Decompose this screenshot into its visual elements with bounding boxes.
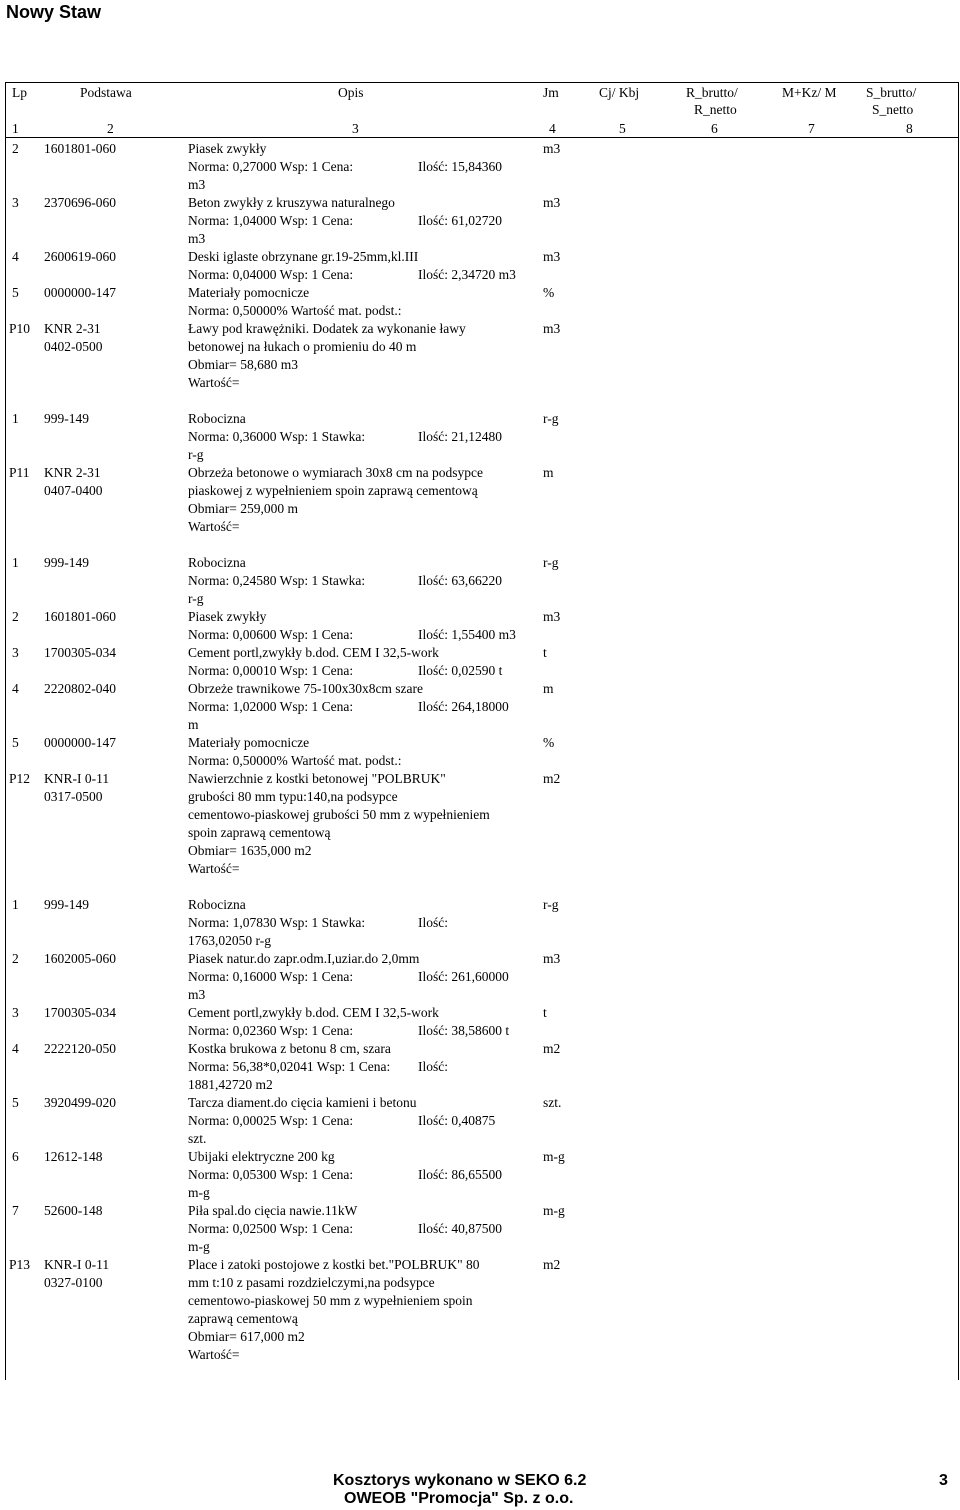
row-podstawa: KNR-I 0-11 [44,1257,110,1272]
row-description: Deski iglaste obrzynane gr.19-25mm,kl.III [188,249,419,264]
row-description: Piła spal.do cięcia nawie.11kW [188,1203,358,1218]
row-ilosc: Ilość: 86,65500 [418,1167,502,1182]
row-podstawa: 12612-148 [44,1149,103,1164]
row-ilosc: Ilość: 21,12480 [418,429,502,444]
row-lp: 1 [12,555,19,570]
header-r-netto: R_netto [694,102,737,117]
row-detail: r-g [188,591,204,606]
row-podstawa-line2: 0407-0400 [44,483,103,498]
row-description: Beton zwykły z kruszywa naturalnego [188,195,395,210]
row-lp: 6 [12,1149,19,1164]
row-jm: m-g [543,1149,565,1164]
row-podstawa: 999-149 [44,411,89,426]
row-detail: Norma: 0,04000 Wsp: 1 Cena: [188,267,354,282]
row-podstawa: 1602005-060 [44,951,116,966]
row-description: Piasek natur.do zapr.odm.I,uziar.do 2,0mm [188,951,420,966]
row-detail: Norma: 1,07830 Wsp: 1 Stawka: [188,915,366,930]
row-description: Obrzeża betonowe o wymiarach 30x8 cm na podsypce [188,465,484,480]
row-detail: r-g [188,447,204,462]
page-number: 3 [939,1472,948,1489]
row-lp: P12 [9,771,31,786]
row-ilosc: Ilość: 264,18000 [418,699,509,714]
row-jm: r-g [543,555,559,570]
row-detail: m-g [188,1239,210,1254]
row-detail: Norma: 0,05300 Wsp: 1 Cena: [188,1167,354,1182]
row-detail: Norma: 0,16000 Wsp: 1 Cena: [188,969,354,984]
row-detail: 1763,02050 r-g [188,933,271,948]
row-podstawa: 2600619-060 [44,249,116,264]
row-detail: grubości 80 mm typu:140,na podsypce [188,789,398,804]
row-detail: m3 [188,987,206,1002]
row-description: Nawierzchnie z kostki betonowej "POLBRUK" [188,771,446,786]
row-jm: m3 [543,249,561,264]
header-number: 7 [808,121,815,136]
row-description: Robocizna [188,897,246,912]
row-jm: m-g [543,1203,565,1218]
header-mkz-m: M+Kz/ M [782,85,837,100]
header-r-brutto: R_brutto/ [686,85,738,100]
row-lp: 1 [12,897,19,912]
row-detail: betonowej na łukach o promieniu do 40 m [188,339,417,354]
row-description: Ławy pod krawężniki. Dodatek za wykonanie ławy [188,321,466,336]
row-detail: Norma: 0,50000% Wartość mat. podst.: [188,753,402,768]
row-ilosc: Ilość: 0,40875 [418,1113,496,1128]
row-lp: P10 [9,321,31,336]
row-lp: 2 [12,609,19,624]
row-jm: m2 [543,1041,561,1056]
header-jm: Jm [543,85,559,100]
row-detail: cementowo-piaskowej 50 mm z wypełnieniem spoin [188,1293,473,1308]
header-number: 2 [107,121,114,136]
header-number: 3 [352,121,359,136]
row-ilosc: Ilość: 261,60000 [418,969,509,984]
row-ilosc: Ilość: 1,55400 m3 [418,627,516,642]
row-detail: Norma: 1,04000 Wsp: 1 Cena: [188,213,354,228]
row-jm: m3 [543,609,561,624]
row-detail: Obmiar= 259,000 m [188,501,298,516]
row-podstawa: 1601801-060 [44,609,116,624]
page-title: Nowy Staw [6,2,102,22]
row-detail: Wartość= [188,1347,240,1362]
row-jm: r-g [543,411,559,426]
row-detail: spoin zaprawą cementową [188,825,331,840]
row-description: Piasek zwykły [188,609,267,624]
row-detail: Obmiar= 617,000 m2 [188,1329,305,1344]
row-description: Materiały pomocnicze [188,285,310,300]
row-description: Robocizna [188,555,246,570]
row-podstawa: 2370696-060 [44,195,116,210]
row-jm: m3 [543,951,561,966]
row-ilosc: Ilość: 40,87500 [418,1221,502,1236]
row-podstawa: 1601801-060 [44,141,116,156]
row-jm: m3 [543,141,561,156]
row-podstawa: 2222120-050 [44,1041,116,1056]
header-opis: Opis [338,85,364,100]
row-lp: 7 [12,1203,19,1218]
row-podstawa: 3920499-020 [44,1095,116,1110]
row-jm: t [543,645,547,660]
row-lp: P11 [9,465,30,480]
header-number: 1 [12,121,19,136]
row-jm: szt. [543,1095,562,1110]
row-ilosc: Ilość: 38,58600 t [418,1023,510,1038]
row-detail: m3 [188,231,206,246]
row-ilosc: Ilość: 61,02720 [418,213,502,228]
row-lp: 3 [12,1005,19,1020]
row-podstawa: 999-149 [44,555,89,570]
header-number: 8 [906,121,913,136]
row-jm: m2 [543,771,561,786]
row-lp: 5 [12,1095,19,1110]
row-detail: zaprawą cementową [188,1311,298,1326]
row-detail: m [188,717,199,732]
row-detail: Norma: 0,36000 Wsp: 1 Stawka: [188,429,366,444]
header-podstawa: Podstawa [80,85,132,100]
row-ilosc: Ilość: [418,1059,448,1074]
row-detail: Wartość= [188,519,240,534]
header-bottom-rule [5,137,958,138]
row-podstawa: 2220802-040 [44,681,116,696]
row-detail: m-g [188,1185,210,1200]
row-podstawa: 0000000-147 [44,735,116,750]
row-detail: Obmiar= 58,680 m3 [188,357,298,372]
header-s-brutto: S_brutto/ [866,85,917,100]
row-podstawa: 0000000-147 [44,285,116,300]
row-detail: Norma: 0,02360 Wsp: 1 Cena: [188,1023,354,1038]
row-podstawa-line2: 0327-0100 [44,1275,103,1290]
row-description: Tarcza diament.do cięcia kamieni i betonu [188,1095,417,1110]
row-podstawa: 999-149 [44,897,89,912]
header-number: 6 [711,121,718,136]
row-podstawa: KNR 2-31 [44,465,101,480]
row-detail: Wartość= [188,861,240,876]
row-ilosc: Ilość: 63,66220 [418,573,502,588]
header-number: 5 [619,121,626,136]
row-ilosc: Ilość: [418,915,448,930]
row-detail: Norma: 0,00025 Wsp: 1 Cena: [188,1113,354,1128]
row-ilosc: Ilość: 0,02590 t [418,663,503,678]
row-detail: Norma: 0,02500 Wsp: 1 Cena: [188,1221,354,1236]
row-lp: 1 [12,411,19,426]
row-description: Robocizna [188,411,246,426]
row-detail: szt. [188,1131,207,1146]
row-lp: 5 [12,285,19,300]
row-description: Place i zatoki postojowe z kostki bet."POLBRUK" 80 [188,1257,480,1272]
header-s-netto: S_netto [872,102,914,117]
row-description: Kostka brukowa z betonu 8 cm, szara [188,1041,391,1056]
row-jm: m [543,681,554,696]
row-detail: Norma: 1,02000 Wsp: 1 Cena: [188,699,354,714]
row-detail: Norma: 0,00010 Wsp: 1 Cena: [188,663,354,678]
row-lp: 5 [12,735,19,750]
table-top-rule [5,82,958,83]
row-detail: Norma: 0,24580 Wsp: 1 Stawka: [188,573,366,588]
row-podstawa: 1700305-034 [44,645,116,660]
row-ilosc: Ilość: 2,34720 m3 [418,267,516,282]
row-description: Obrzeże trawnikowe 75-100x30x8cm szare [188,681,424,696]
row-detail: Norma: 0,50000% Wartość mat. podst.: [188,303,402,318]
row-detail: 1881,42720 m2 [188,1077,273,1092]
row-detail: m3 [188,177,206,192]
row-jm: m3 [543,321,561,336]
row-detail: Obmiar= 1635,000 m2 [188,843,312,858]
row-description: Materiały pomocnicze [188,735,310,750]
row-detail: cementowo-piaskowej grubości 50 mm z wypełnieniem [188,807,490,822]
row-jm: r-g [543,897,559,912]
row-lp: 2 [12,951,19,966]
row-description: Piasek zwykły [188,141,267,156]
row-podstawa-line2: 0317-0500 [44,789,103,804]
row-podstawa: 52600-148 [44,1203,103,1218]
header-cj-kbj: Cj/ Kbj [599,85,640,100]
row-lp: 4 [12,681,19,696]
row-detail: Norma: 56,38*0,02041 Wsp: 1 Cena: [188,1059,391,1074]
row-lp: P13 [9,1257,31,1272]
row-description: Ubijaki elektryczne 200 kg [188,1149,335,1164]
row-lp: 4 [12,249,19,264]
row-lp: 3 [12,195,19,210]
row-lp: 4 [12,1041,19,1056]
row-description: Cement portl,zwykły b.dod. CEM I 32,5-work [188,1005,439,1020]
row-jm: % [543,735,555,750]
header-lp: Lp [12,85,27,100]
row-lp: 3 [12,645,19,660]
row-jm: m2 [543,1257,561,1272]
row-detail: Wartość= [188,375,240,390]
row-podstawa: KNR-I 0-11 [44,771,110,786]
row-jm: % [543,285,555,300]
row-detail: Norma: 0,00600 Wsp: 1 Cena: [188,627,354,642]
footer-company: OWEOB "Promocja" Sp. z o.o. [344,1490,574,1507]
row-jm: t [543,1005,547,1020]
row-ilosc: Ilość: 15,84360 [418,159,502,174]
row-lp: 2 [12,141,19,156]
row-podstawa: KNR 2-31 [44,321,101,336]
row-detail: Norma: 0,27000 Wsp: 1 Cena: [188,159,354,174]
row-description: Cement portl,zwykły b.dod. CEM I 32,5-work [188,645,439,660]
footer-software: Kosztorys wykonano w SEKO 6.2 [333,1472,587,1489]
row-jm: m3 [543,195,561,210]
row-jm: m [543,465,554,480]
row-detail: mm t:10 z pasami rozdzielczymi,na podsypce [188,1275,435,1290]
row-detail: piaskowej z wypełnieniem spoin zaprawą cementową [188,483,478,498]
header-number: 4 [549,121,556,136]
row-podstawa: 1700305-034 [44,1005,116,1020]
row-podstawa-line2: 0402-0500 [44,339,103,354]
